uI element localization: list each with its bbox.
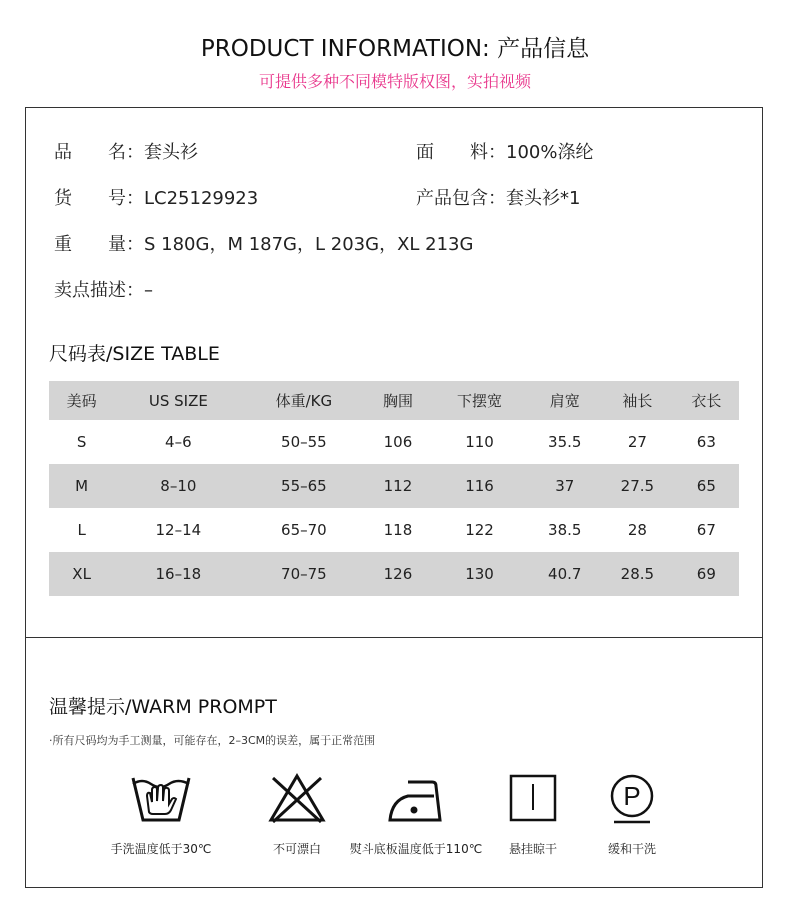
table-cell: 116 xyxy=(431,464,529,508)
table-cell: 40.7 xyxy=(528,552,601,596)
info-sku xyxy=(54,184,258,210)
table-cell: 126 xyxy=(365,552,430,596)
table-row xyxy=(49,552,739,596)
info-package xyxy=(416,184,580,210)
hand-wash-icon xyxy=(129,770,193,826)
table-cell: 70–75 xyxy=(242,552,365,596)
info-fabric xyxy=(416,138,593,164)
table-cell: 16–18 xyxy=(114,552,242,596)
table-cell: 106 xyxy=(383,433,413,451)
measurement-note: ·所有尺码均为手工测量，可能存在，2–3CM的误差，属于正常范围 xyxy=(49,734,376,747)
table-cell: 8–10 xyxy=(114,464,242,508)
page-title: PRODUCT INFORMATION: 产品信息 xyxy=(200,36,590,62)
table-cell: 38.5 xyxy=(548,521,582,539)
warm-prompt-title: 温馨提示/WARM PROMPT xyxy=(49,696,277,718)
header-cell: US SIZE xyxy=(114,381,242,420)
care-label: 悬挂晾干 xyxy=(508,842,557,856)
care-label: 熨斗底板温度低于110℃ xyxy=(349,842,483,856)
table-cell: 35.5 xyxy=(548,433,582,451)
info-fabric-value: 100%涤纶 xyxy=(506,142,594,163)
no-bleach-icon xyxy=(265,770,329,826)
table-cell: 67 xyxy=(696,521,716,539)
table-cell: S xyxy=(76,433,87,451)
table-cell: 65 xyxy=(674,464,739,508)
table-cell: 65–70 xyxy=(281,521,327,539)
info-sku-label: 货 号： xyxy=(54,188,144,209)
page-subtitle: 可提供多种不同模特版权图，实拍视频 xyxy=(258,72,531,91)
table-cell: 28 xyxy=(627,521,647,539)
header-cell: 肩宽 xyxy=(528,381,601,420)
table-cell: 122 xyxy=(465,521,494,539)
info-fabric-label: 面 料： xyxy=(416,142,506,163)
table-cell: 112 xyxy=(365,464,430,508)
iron-icon xyxy=(384,770,448,826)
size-table-title: 尺码表/SIZE TABLE xyxy=(49,343,220,365)
table-row xyxy=(49,420,739,464)
info-selling-value: – xyxy=(144,280,153,301)
info-selling-points xyxy=(54,276,153,302)
info-selling-label: 卖点描述： xyxy=(54,280,144,301)
info-sku-value: LC25129923 xyxy=(144,188,259,209)
table-cell: 110 xyxy=(465,433,494,451)
info-name-value: 套头衫 xyxy=(144,142,198,163)
header-cell: 袖长 xyxy=(601,381,674,420)
header-cell: 衣长 xyxy=(674,381,739,420)
table-cell: 28.5 xyxy=(601,552,674,596)
table-cell: 130 xyxy=(431,552,529,596)
header-cell: 胸围 xyxy=(365,381,430,420)
care-item-hand-wash xyxy=(91,770,231,857)
header-cell: 下摆宽 xyxy=(431,381,529,420)
table-cell: 4–6 xyxy=(165,433,192,451)
table-cell: 27.5 xyxy=(601,464,674,508)
info-weight xyxy=(54,230,473,256)
table-cell: 55–65 xyxy=(242,464,365,508)
table-cell: 27 xyxy=(627,433,647,451)
info-weight-value: S 180G，M 187G，L 203G，XL 213G xyxy=(144,234,474,255)
size-table xyxy=(49,381,739,596)
care-label: 手洗温度低于30℃ xyxy=(110,842,212,856)
header-cell: 美码 xyxy=(49,381,114,420)
care-item-dry-clean xyxy=(562,770,702,857)
info-name-label: 品 名： xyxy=(54,142,144,163)
table-cell: 63 xyxy=(696,433,716,451)
table-cell: 69 xyxy=(674,552,739,596)
table-row xyxy=(49,464,739,508)
table-cell: 118 xyxy=(383,521,413,539)
table-row xyxy=(49,508,739,552)
info-name xyxy=(54,138,198,164)
hang-dry-icon xyxy=(501,770,565,826)
svg-text:P: P xyxy=(623,781,641,811)
header-cell: 体重/KG xyxy=(242,381,365,420)
table-cell: M xyxy=(49,464,114,508)
table-cell: 50–55 xyxy=(281,433,327,451)
table-cell: L xyxy=(77,521,86,539)
info-weight-label: 重 量： xyxy=(54,234,144,255)
care-label: 不可漂白 xyxy=(272,842,321,856)
table-cell: 37 xyxy=(528,464,601,508)
care-label: 缓和干洗 xyxy=(607,842,656,856)
table-cell: 12–14 xyxy=(155,521,202,539)
professional-dry-clean-icon xyxy=(600,770,664,826)
info-package-value: 套头衫*1 xyxy=(506,188,581,209)
info-package-label: 产品包含： xyxy=(416,188,506,209)
table-cell: XL xyxy=(49,552,114,596)
size-table-header-row xyxy=(49,381,739,420)
